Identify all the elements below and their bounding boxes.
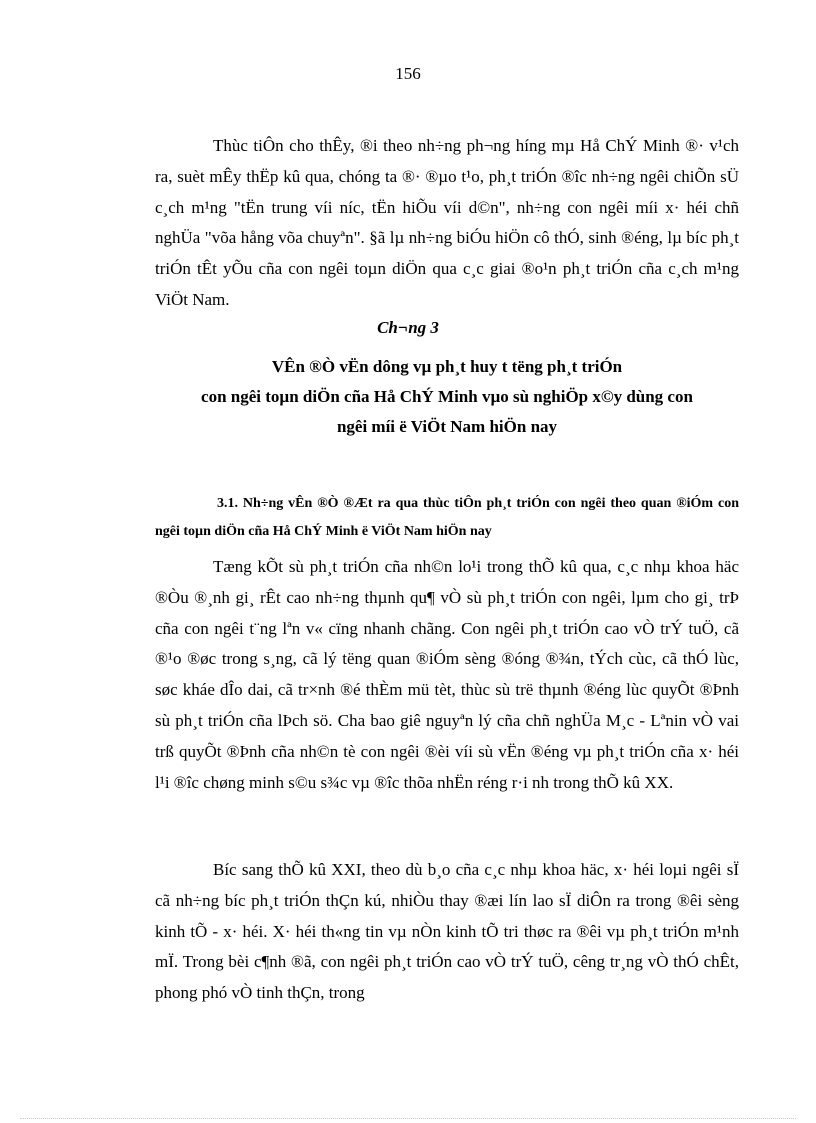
chapter-label: Ch¬ng 3 <box>377 318 439 337</box>
chapter-title <box>155 352 739 442</box>
paragraph-intro: Thùc tiÔn cho thÊy, ®i theo nh÷ng ph¬ng híng mµ Hå ChÝ Minh ®· v¹ch ra, suèt mÊy thËp kû qua, chóng ta ®· ®µo t¹o, ph¸t triÓn ®îc nh÷ng ngêi chiÕn sÜ c¸ch m¹ng "tËn trung víi níc, tËn hiÕu víi d©n", nh÷ng con ngêi míi x· héi chñ nghÜa "võa hång võa chuyªn". §ã lµ nh÷ng biÓu hiÖn cô thÓ, sinh ®éng, lµ bíc ph¸t triÓn tÊt yÕu cña con ngêi toµn diÖn qua c¸c giai ®o¹n ph¸t triÓn cña c¸ch m¹ng ViÖt Nam. <box>155 136 739 309</box>
page-number: 156 <box>395 64 421 83</box>
chapter-title-line: con ngêi toµn diÖn cña Hå ChÝ Minh vµo sù nghiÖp x©y dùng con <box>201 387 693 406</box>
chapter-title-line: VÊn ®Ò vËn dông vµ ph¸t huy t tëng ph¸t triÓn <box>271 357 623 376</box>
paragraph-forecast: Bíc sang thÕ kû XXI, theo dù b¸o cña c¸c nhµ khoa häc, x· héi loµi ngêi sÏ cã nh÷ng bíc ph¸t triÓn thÇn kú, nhiÒu thay ®æi lín lao sÏ diÔn ra trong ®êi sèng kinh tÕ - x· héi. X· héi th«ng tin vµ nÒn kinh tÕ tri thøc ra ®êi vµ ph¸t triÓn m¹nh mÏ. Trong bèi c¶nh ®ã, con ngêi ph¸t triÓn cao vÒ trÝ tuÖ, cêng tr¸ng vÒ thÓ chÊt, phong phó vÒ tinh thÇn, trong <box>155 860 739 1003</box>
page-footer-rule <box>20 1118 796 1119</box>
section-heading: 3.1. Nh÷ng vÊn ®Ò ®Æt ra qua thùc tiÔn ph¸t triÓn con ngêi theo quan ®iÓm con ngêi toµn diÖn cña Hå ChÝ Minh ë ViÖt Nam hiÖn nay <box>155 496 739 539</box>
chapter-title-line: ngêi míi ë ViÖt Nam hiÖn nay <box>336 417 558 436</box>
paragraph-summary: Tæng kÕt sù ph¸t triÓn cña nh©n lo¹i trong thÕ kû qua, c¸c nhµ khoa häc ®Òu ®¸nh gi¸ rÊt cao nh÷ng thµnh qu¶ vÒ sù ph¸t triÓn con ngêi, lµm cho gi¸ trÞ cña con ngêi t¨ng lªn v« cïng nhanh chãng. Con ngêi ph¸t triÓn cao vÒ trÝ tuÖ, cã ®¹o ®øc trong s¸ng, cã lý tëng quan ®iÓm sèng ®óng ®¾n, tÝch cùc, cã thÓ lùc, søc kháe dÎo dai, cã tr×nh ®é thÈm mü tèt, thùc sù trë thµnh ®éng lùc quyÕt ®Þnh sù ph¸t triÓn cña lÞch sö. Cha bao giê nguyªn lý cña chñ nghÜa M¸c - Lªnin vÒ vai trß quyÕt ®Þnh cña nh©n tè con ngêi ®èi víi sù vËn ®éng vµ ph¸t triÓn cña x· héi l¹i ®îc chøng minh s©u s¾c vµ ®îc thõa nhËn réng r·i nh trong thÕ kû XX. <box>155 557 739 792</box>
